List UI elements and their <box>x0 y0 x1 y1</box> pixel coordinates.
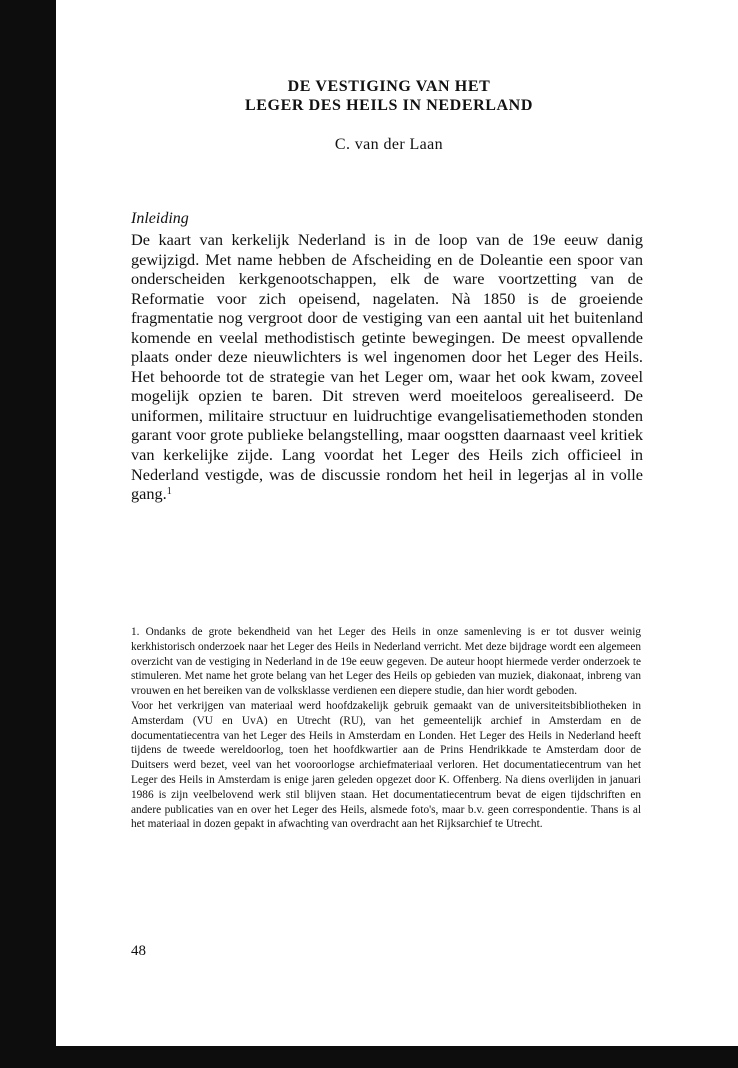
page-number: 48 <box>131 943 146 959</box>
article-title <box>131 77 647 115</box>
footnote-1: 1. Ondanks de grote bekendheid van het Leger des Heils in onze samenleving is er tot dusver weinig kerkhistorisch onderzoek naar het Leger des Heils in Nederland verricht. Met deze bijdrage wordt een algemeen overzicht van de vestiging in Nederland in de 19e eeuw gegeven. De auteur hoopt hiermede verder onderzoek te stimuleren. Met name het grote belang van het Leger des Heils op gebieden van muziek, diakonaat, inbreng van vrouwen en het bereiken van de volksklasse verdienen een diepere studie, dan hier wordt geboden. <box>131 626 641 698</box>
footnote-reference: 1 <box>166 486 172 498</box>
author-name: C. van der Laan <box>334 136 444 153</box>
body-text: De kaart van kerkelijk Nederland is in de loop van de 19e eeuw danig gewijzigd. Met name hebben de Afscheiding en de Doleantie een spoor van onderscheiden kerkgenootschappen, elk de ware voortzetting van de Reformatie voor zich opeisend, nagelaten. Nà 1850 is de groeiende fragmentatie nog vergroot door de vestiging van een aantal uit het buitenland komende en veelal methodistisch getinte bewegingen. De meest opvallende plaats onder deze nieuwlichters is wel ingenomen door het Leger des Heils. Het behoorde tot de strategie van het Leger om, waar het ook kwam, zoveel mogelijk opzien te baren. Dit streven werd moeiteloos gerealiseerd. De uniformen, militaire structuur en luidruchtige evangelisatiemethoden stonden garant voor grote publieke belangstelling, maar oogstten daarnaast veel kritiek van kerkelijke zijde. Lang voordat het Leger des Heils zich officieel in Nederland vestigde, was de discussie rondom het heil in legerjas al in volle gang. <box>131 230 643 504</box>
footnotes <box>131 625 641 832</box>
scan-left-border <box>0 0 56 1068</box>
footnote-1-continued: Voor het verkrijgen van materiaal werd hoofdzakelijk gebruik gemaakt van de universiteitsbibliotheken in Amsterdam (VU en UvA) en Utrecht (RU), van het gemeentelijk archief in Amsterdam en de documentatiecentra van het Leger des Heils in Amsterdam en Londen. Het Leger des Heils in Nederland heeft tijdens de tweede wereldoorlog, toen het hoofdkwartier aan de Prins Hendrikkade te Amsterdam door de Duitsers werd bezet, veel van het vooroorlogse archiefmateriaal verloren. Het documentatiecentrum van het Leger des Heils in Amsterdam is enige jaren geleden opgezet door K. Offenberg. Na diens overlijden in januari 1986 is zijn veelbelovend werk stil blijven staan. Het documentatiecentrum bevat de eigen tijdschriften en andere publicaties van en over het Leger des Heils, alsmede foto's, maar b.v. geen correspondentie. Thans is al het materiaal in dozen gepakt in afwachting van overdracht aan het Rijksarchief te Utrecht. <box>131 699 641 831</box>
document-page <box>131 0 647 1040</box>
section-heading: Inleiding <box>131 210 189 227</box>
body-paragraph <box>131 230 643 504</box>
scan-bottom-border <box>0 1046 738 1068</box>
title-line-1: DE VESTIGING VAN HET <box>287 78 491 95</box>
title-line-2: LEGER DES HEILS IN NEDERLAND <box>245 97 533 114</box>
